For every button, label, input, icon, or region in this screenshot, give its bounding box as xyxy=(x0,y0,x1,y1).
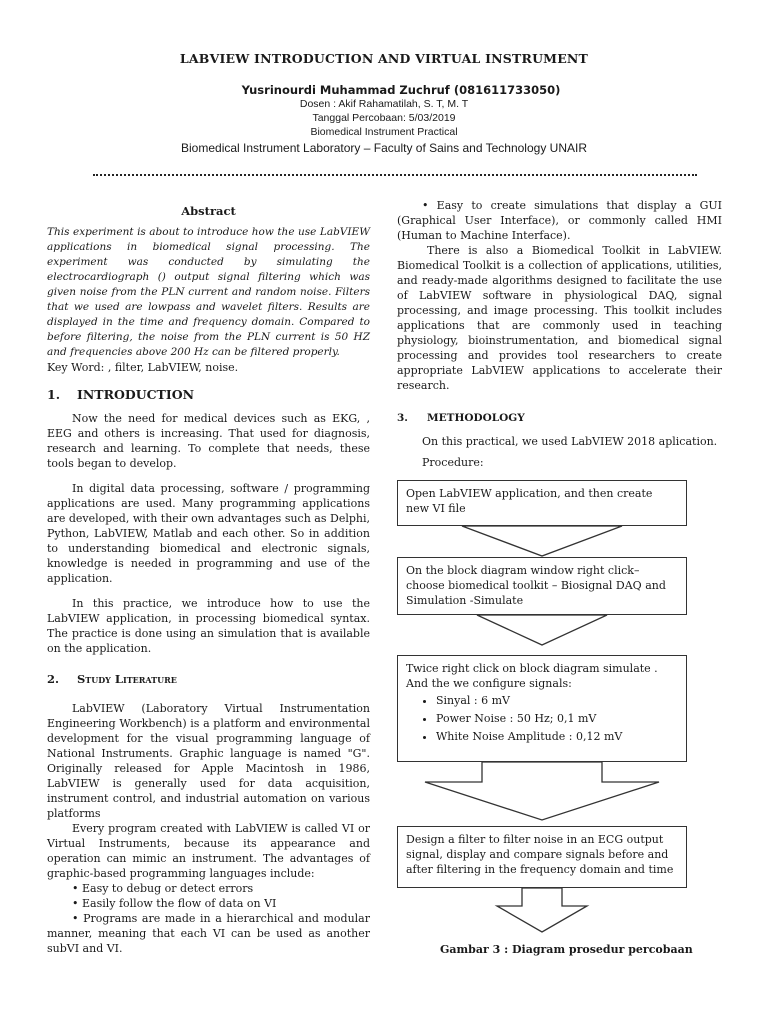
flow-step-4: Design a filter to filter noise in an ECG output signal, display and compare signals before and after filtering in the frequency domain and time xyxy=(397,826,687,888)
flow-arrow-2 xyxy=(397,615,687,647)
affiliation-line: Biomedical Instrument Laboratory – Faculty of Sains and Technology UNAIR xyxy=(181,141,587,155)
section-3-number: 3. xyxy=(397,412,408,424)
right-column xyxy=(397,198,722,470)
intro-paragraph-2: In digital data processing, software / programming applications are used. Many programming applications are developed, with their own advantages such as Delphi, Python, LabVIEW, Matlab and each other. So in addition to understanding biomedical and electronic signals, knowledge is needed in programming and use of the application. xyxy=(47,482,370,585)
flow-step-2: On the block diagram window right click– choose biomedical toolkit – Biosignal DAQ and Simulation -Simulate xyxy=(397,557,687,615)
flow-arrow-3 xyxy=(397,762,687,822)
date-line: Tanggal Percobaan: 5/03/2019 xyxy=(312,112,456,124)
author-line: Yusrinourdi Muhammad Zuchruf (081611733050) xyxy=(241,83,561,97)
section-1-heading xyxy=(47,387,370,402)
left-column xyxy=(47,198,370,956)
abstract-body: This experiment is about to introduce how the use LabVIEW applications in biomedical signal processing. The experiment was conducted by simulating the electrocardiograph () output signal filtering which was given noise from the PLN current and random noise. Filters that we used are lowpass and wavelet filters. Results are displayed in the time and frequency domain. Compared to before filtering, the noise from the PLN current is 50 HZ and frequencies above 200 Hz can be filtered properly. xyxy=(47,226,370,358)
section-2-number: 2. xyxy=(47,672,60,686)
flow-step-3-text: Twice right click on block diagram simulate . And the we configure signals: xyxy=(406,662,658,690)
dotted-separator xyxy=(93,174,697,176)
figure-caption: Gambar 3 : Diagram prosedur percobaan xyxy=(440,943,693,956)
paper-title: LABVIEW INTRODUCTION AND VIRTUAL INSTRUMENT xyxy=(179,51,589,66)
signal-item: • Sinyal : 6 mV xyxy=(436,693,678,708)
section-2-heading xyxy=(47,672,370,687)
keywords: Key Word: , filter, LabVIEW, noise. xyxy=(47,361,239,374)
methodology-paragraph: On this practical, we used LabVIEW 2018 aplication. xyxy=(422,435,718,448)
literature-paragraph-1: LabVIEW (Laboratory Virtual Instrumentation Engineering Workbench) is a platform and environmental development for the visual programming language of National Instruments. Graphic language is named "G". Originally released for Apple Macintosh in 1986, LabVIEW is generally used for data acquisition, instrument control, and industrial automation on various platforms xyxy=(47,702,370,820)
section-1-title: INTRODUCTION xyxy=(77,387,195,402)
course-line: Biomedical Instrument Practical xyxy=(310,126,458,138)
advantage-bullet-1: • Easy to debug or detect errors xyxy=(72,882,254,895)
intro-paragraph-3: In this practice, we introduce how to use the LabVIEW application, in processing biomedical syntax. The practice is done using an simulation that is available on the application. xyxy=(47,597,370,655)
advantage-bullet-2: • Easily follow the flow of data on VI xyxy=(72,897,277,910)
flow-arrow-1 xyxy=(397,526,687,558)
advantage-bullet-3: • Programs are made in a hierarchical and modular manner, meaning that each VI can be used as another subVI and VI. xyxy=(47,912,370,955)
section-3-heading xyxy=(397,411,722,426)
procedure-label: Procedure: xyxy=(422,456,484,469)
flow-step-3 xyxy=(397,655,687,762)
literature-paragraph-3: There is also a Biomedical Toolkit in LabVIEW. Biomedical Toolkit is a collection of applications, utilities, and ready-made algorithms designed to facilitate the use of LabVIEW software in physiological DAQ, signal processing, and image processing. This toolkit includes applications that are commonly used in teaching physiology, bioinstrumentation, and biomedical signal processing and provides tool researchers to create appropriate LabVIEW applications to accelerate their research. xyxy=(397,244,722,392)
flow-step-1: Open LabVIEW application, and then create new VI file xyxy=(397,480,687,526)
abstract-heading: Abstract xyxy=(181,204,236,218)
signal-item: • White Noise Amplitude : 0,12 mV xyxy=(436,729,678,744)
advantage-bullet-4: • Easy to create simulations that display a GUI (Graphical User Interface), or commonly called HMI (Human to Machine Interface). xyxy=(397,199,722,242)
flow-arrow-4 xyxy=(397,888,687,934)
signal-config-list xyxy=(406,693,678,744)
section-1-number: 1. xyxy=(47,387,61,402)
section-3-title: METHODOLOGY xyxy=(427,412,525,424)
lecturer-line: Dosen : Akif Rahamatilah, S. T, M. T xyxy=(299,98,469,110)
intro-paragraph-1: Now the need for medical devices such as EKG, , EEG and others is increasing. That used for diagnosis, research and learning. To complete that needs, these tools began to develop. xyxy=(47,412,370,470)
section-2-title: Study Literature xyxy=(77,672,177,686)
literature-paragraph-2: Every program created with LabVIEW is called VI or Virtual Instruments, because its appearance and operation can mimic an instrument. The advantages of graphic-based programming languages include: xyxy=(47,822,370,880)
signal-item: • Power Noise : 50 Hz; 0,1 mV xyxy=(436,711,678,726)
